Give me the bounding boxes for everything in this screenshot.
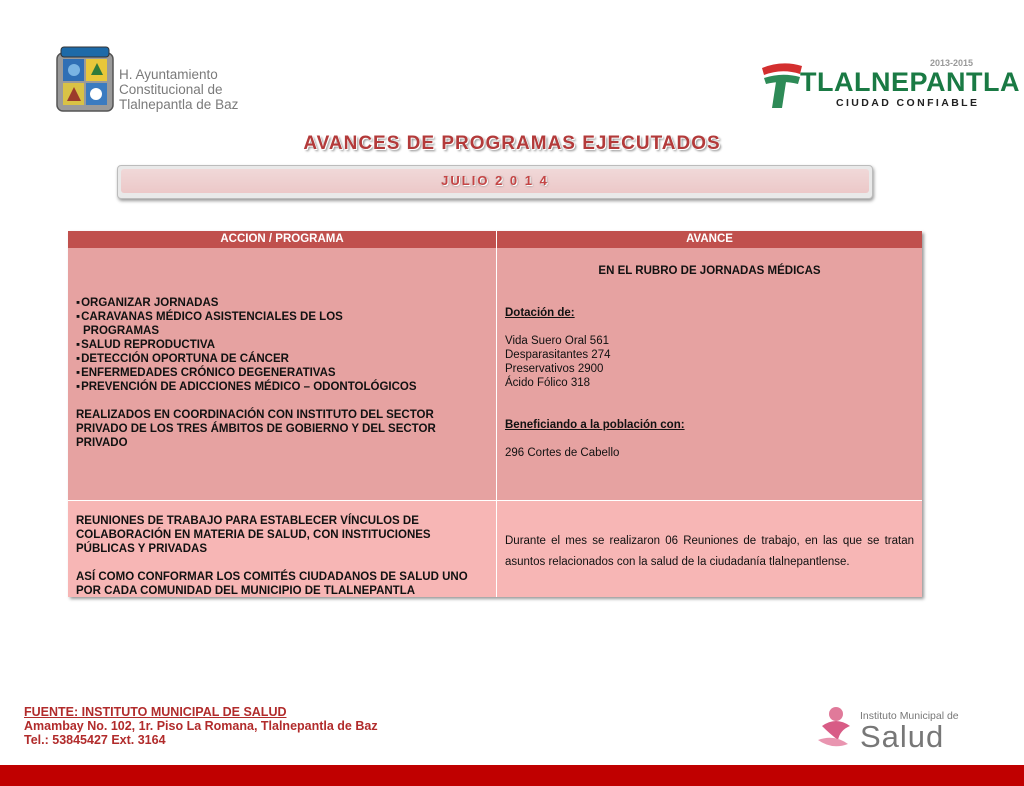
dotacion-label: Dotación de:	[505, 307, 575, 319]
program-item: ▪ DETECCIÓN OPORTUNA DE CÁNCER	[76, 352, 488, 366]
table-cell-reuniones	[68, 501, 496, 597]
table-cell-avance-reuniones	[497, 501, 922, 597]
salud-logo-word: Salud	[860, 719, 945, 754]
program-item-continuation: PROGRAMAS	[83, 325, 160, 337]
ayuntamiento-name: H. Ayuntamiento Constitucional de Tlalnepantla de Baz	[119, 67, 239, 112]
tlalnepantla-mark-icon	[760, 60, 804, 110]
source-note	[24, 705, 378, 747]
source-address: Amambay No. 102, 1r. Piso La Romana, Tlalnepantla de Baz	[24, 719, 378, 733]
program-item: ▪ ENFERMEDADES CRÓNICO DEGENERATIVAS	[76, 366, 488, 380]
action-text: ASÍ COMO CONFORMAR LOS COMITÉS CIUDADANOS DE SALUD UNO POR CADA COMUNIDAD DEL MUNICIPIO DE TLALNEPANTLA	[76, 571, 468, 597]
program-item: ▪ CARAVANAS MÉDICO ASISTENCIALES DE LOS	[76, 310, 488, 324]
source-phone: Tel.: 53845427 Ext. 3164	[24, 733, 166, 747]
coat-of-arms-icon	[55, 45, 115, 113]
avance-text-line: Durante el mes se realizaron 06 Reuniones de trabajo, en las que se tratan	[505, 535, 914, 547]
column-header-accion: ACCION / PROGRAMA	[68, 231, 496, 248]
avance-text-line: asuntos relacionados con la salud de la ciudadanía tlalnepantlense.	[505, 556, 850, 568]
beneficio-value: 296 Cortes de Cabello	[505, 447, 620, 459]
dotacion-item: Preservativos 2900	[505, 363, 604, 375]
column-header-avance: AVANCE	[497, 231, 922, 248]
dotacion-item: Desparasitantes 274	[505, 349, 611, 361]
beneficiando-label: Beneficiando a la población con:	[505, 419, 685, 431]
source-title: FUENTE: INSTITUTO MUNICIPAL DE SALUD	[24, 705, 287, 719]
dotacion-item: Vida Suero Oral 561	[505, 335, 609, 347]
tlalnepantla-logo	[760, 58, 1020, 118]
action-text: REUNIONES DE TRABAJO PARA ESTABLECER VÍNCULOS DE COLABORACIÓN EN MATERIA DE SALUD, CON INSTITUCIONES PÚBLICAS Y PRIVADAS	[76, 515, 431, 555]
avance-title: EN EL RUBRO DE JORNADAS MÉDICAS	[598, 265, 821, 277]
table-cell-avance-jornadas	[497, 248, 922, 500]
program-item: ▪ ORGANIZAR JORNADAS	[76, 296, 488, 310]
programs-table	[68, 231, 922, 597]
page-title: AVANCES DE PROGRAMAS EJECUTADOS	[303, 133, 721, 154]
coordination-note: REALIZADOS EN COORDINACIÓN CON INSTITUTO DEL SECTOR PRIVADO DE LOS TRES ÁMBITOS DE GOBIERNO Y DEL SECTOR PRIVADO	[76, 409, 436, 449]
footer-bar	[0, 765, 1024, 786]
program-item: ▪ PREVENCIÓN DE ADICCIONES MÉDICO – ODONTOLÓGICOS	[76, 380, 488, 394]
period-label: JULIO 2 0 1 4	[441, 173, 549, 188]
tlalnepantla-wordmark: TLALNEPANTLA	[800, 67, 1020, 97]
logo-tagline: CIUDAD CONFIABLE	[836, 97, 980, 109]
instituto-salud-logo	[790, 700, 1010, 756]
logo-years: 2013-2015	[930, 58, 974, 68]
salud-logo-subtitle: Instituto Municipal de	[860, 710, 959, 722]
program-item: ▪ SALUD REPRODUCTIVA	[76, 338, 488, 352]
municipal-logo	[55, 45, 255, 117]
dotacion-item: Ácido Fólico 318	[505, 377, 591, 389]
salud-figure-icon	[810, 704, 858, 752]
table-cell-programs	[68, 248, 496, 500]
period-banner	[117, 165, 873, 199]
